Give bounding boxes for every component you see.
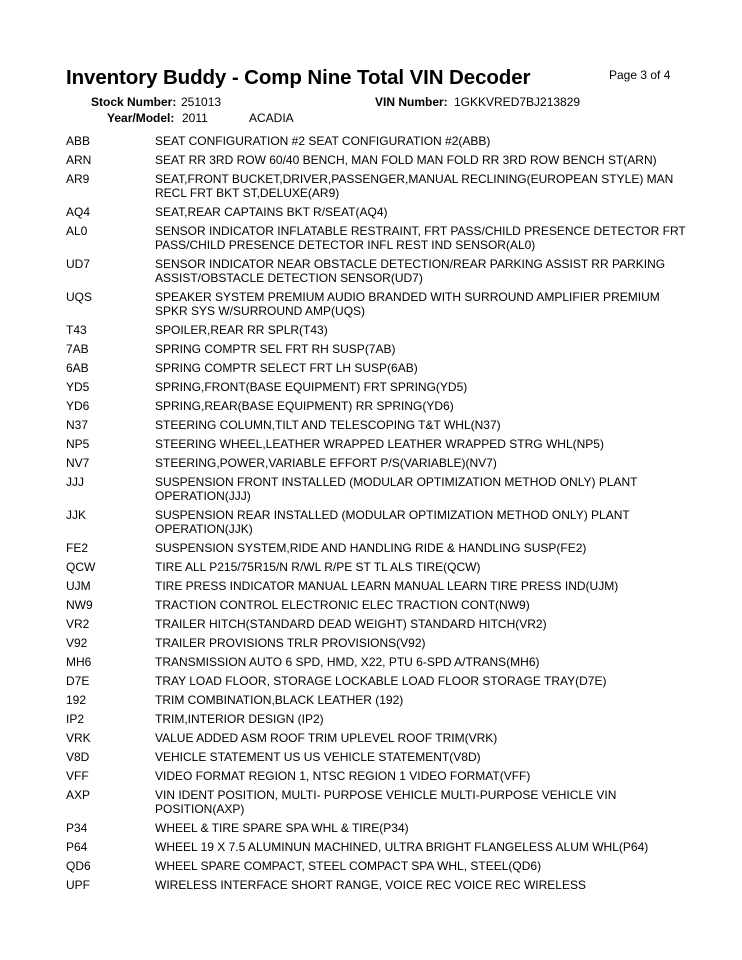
option-description: VIDEO FORMAT REGION 1, NTSC REGION 1 VIDEO FORMAT(VFF) (155, 769, 531, 783)
vin-number (375, 95, 581, 109)
option-row (66, 437, 686, 451)
option-code: V8D (66, 750, 90, 764)
option-code: 7AB (66, 342, 89, 356)
option-code: P34 (66, 821, 88, 835)
option-code: UJM (66, 579, 91, 593)
option-code: JJK (66, 508, 87, 522)
option-description: SUSPENSION FRONT INSTALLED (MODULAR OPTIMIZATION METHOD ONLY) PLANT OPERATION(JJJ) (155, 475, 638, 503)
option-description: TRANSMISSION AUTO 6 SPD, HMD, X22, PTU 6-SPD A/TRANS(MH6) (155, 655, 540, 669)
option-description: TRAILER HITCH(STANDARD DEAD WEIGHT) STANDARD HITCH(VR2) (155, 617, 547, 631)
option-row (66, 399, 686, 413)
option-row (66, 598, 686, 612)
option-code: AL0 (66, 224, 88, 238)
option-row (66, 257, 686, 285)
option-description: SEAT,REAR CAPTAINS BKT R/SEAT(AQ4) (155, 205, 388, 219)
vin-number-label: VIN Number: (375, 95, 448, 109)
option-row (66, 579, 686, 593)
option-row (66, 134, 686, 148)
option-code: AR9 (66, 172, 90, 186)
option-description: VIN IDENT POSITION, MULTI- PURPOSE VEHICLE MULTI-PURPOSE VEHICLE VIN POSITION(AXP) (155, 788, 617, 816)
option-description: TRIM COMBINATION,BLACK LEATHER (192) (155, 693, 404, 707)
option-row (66, 693, 686, 707)
option-row (66, 172, 686, 200)
option-description: WHEEL & TIRE SPARE SPA WHL & TIRE(P34) (155, 821, 409, 835)
option-description: SENSOR INDICATOR INFLATABLE RESTRAINT, FRT PASS/CHILD PRESENCE DETECTOR FRT PASS/CHILD PRESENCE DETECTOR INFL REST IND SENSOR(AL0) (155, 224, 686, 252)
option-row (66, 788, 686, 816)
option-code: JJJ (66, 475, 84, 489)
option-code: FE2 (66, 541, 89, 555)
option-description: TRAY LOAD FLOOR, STORAGE LOCKABLE LOAD FLOOR STORAGE TRAY(D7E) (155, 674, 607, 688)
page-number: Page 3 of 4 (609, 68, 671, 82)
option-row (66, 712, 686, 726)
option-row (66, 636, 686, 650)
option-code: 6AB (66, 361, 89, 375)
option-description: STEERING WHEEL,LEATHER WRAPPED LEATHER WRAPPED STRG WHL(NP5) (155, 437, 604, 451)
year-model (107, 111, 208, 125)
option-code: AQ4 (66, 205, 91, 219)
option-row (66, 655, 686, 669)
option-row (66, 361, 686, 375)
option-row (66, 323, 686, 337)
option-row (66, 674, 686, 688)
option-row (66, 821, 686, 835)
option-description: TIRE PRESS INDICATOR MANUAL LEARN MANUAL LEARN TIRE PRESS IND(UJM) (155, 579, 619, 593)
option-code-list (66, 134, 686, 897)
option-description: WHEEL SPARE COMPACT, STEEL COMPACT SPA WHL, STEEL(QD6) (155, 859, 542, 873)
option-code: UD7 (66, 257, 91, 271)
option-row (66, 475, 686, 503)
option-row (66, 617, 686, 631)
option-code: VFF (66, 769, 89, 783)
option-description: VEHICLE STATEMENT US US VEHICLE STATEMENT(V8D) (155, 750, 481, 764)
option-row (66, 878, 686, 892)
option-code: UPF (66, 878, 90, 892)
option-code: NP5 (66, 437, 90, 451)
option-row (66, 224, 686, 252)
option-row (66, 750, 686, 764)
option-code: V92 (66, 636, 88, 650)
vin-number-value: 1GKKVRED7BJ213829 (454, 95, 581, 109)
stock-number (91, 95, 222, 109)
option-row (66, 456, 686, 470)
option-description: SEAT CONFIGURATION #2 SEAT CONFIGURATION #2(ABB) (155, 134, 491, 148)
option-description: SPEAKER SYSTEM PREMIUM AUDIO BRANDED WITH SURROUND AMPLIFIER PREMIUM SPKR SYS W/SURROUND AMP(UQS) (155, 290, 660, 318)
year-model-label: Year/Model: (107, 111, 175, 125)
option-code: T43 (66, 323, 87, 337)
option-row (66, 290, 686, 318)
option-row (66, 418, 686, 432)
option-row (66, 541, 686, 555)
option-code: IP2 (66, 712, 85, 726)
option-description: TRACTION CONTROL ELECTRONIC ELEC TRACTION CONT(NW9) (155, 598, 530, 612)
option-description: SPRING COMPTR SEL FRT RH SUSP(7AB) (155, 342, 396, 356)
option-row (66, 859, 686, 873)
option-code: UQS (66, 290, 93, 304)
option-description: TRIM,INTERIOR DESIGN (IP2) (155, 712, 324, 726)
option-code: 192 (66, 693, 87, 707)
option-code: VR2 (66, 617, 90, 631)
option-row (66, 342, 686, 356)
option-description: SUSPENSION SYSTEM,RIDE AND HANDLING RIDE & HANDLING SUSP(FE2) (155, 541, 587, 555)
option-code: MH6 (66, 655, 92, 669)
option-row (66, 205, 686, 219)
option-description: SPOILER,REAR RR SPLR(T43) (155, 323, 328, 337)
option-description: SEAT,FRONT BUCKET,DRIVER,PASSENGER,MANUAL RECLINING(EUROPEAN STYLE) MAN RECL FRT BKT ST,DELUXE(AR9) (155, 172, 674, 200)
option-code: AXP (66, 788, 91, 802)
option-code: ABB (66, 134, 91, 148)
model-value: ACADIA (249, 111, 294, 125)
year-value: 2011 (182, 111, 208, 125)
option-description: SPRING COMPTR SELECT FRT LH SUSP(6AB) (155, 361, 418, 375)
option-code: ARN (66, 153, 92, 167)
option-code: YD6 (66, 399, 90, 413)
document-title: Inventory Buddy - Comp Nine Total VIN Decoder (66, 66, 531, 89)
stock-number-label: Stock Number: (91, 95, 177, 109)
option-row (66, 731, 686, 745)
option-code: NW9 (66, 598, 93, 612)
option-description: SPRING,FRONT(BASE EQUIPMENT) FRT SPRING(YD5) (155, 380, 468, 394)
option-description: STEERING,POWER,VARIABLE EFFORT P/S(VARIABLE)(NV7) (155, 456, 497, 470)
option-row (66, 840, 686, 854)
option-row (66, 769, 686, 783)
option-code: D7E (66, 674, 90, 688)
option-code: P64 (66, 840, 88, 854)
option-code: NV7 (66, 456, 90, 470)
option-description: STEERING COLUMN,TILT AND TELESCOPING T&T WHL(N37) (155, 418, 501, 432)
option-code: QCW (66, 560, 96, 574)
option-code: QD6 (66, 859, 91, 873)
option-description: SEAT RR 3RD ROW 60/40 BENCH, MAN FOLD MAN FOLD RR 3RD ROW BENCH ST(ARN) (155, 153, 657, 167)
option-description: WIRELESS INTERFACE SHORT RANGE, VOICE REC VOICE REC WIRELESS (155, 878, 586, 892)
option-code: VRK (66, 731, 91, 745)
option-description: VALUE ADDED ASM ROOF TRIM UPLEVEL ROOF TRIM(VRK) (155, 731, 498, 745)
option-description: SUSPENSION REAR INSTALLED (MODULAR OPTIMIZATION METHOD ONLY) PLANT OPERATION(JJK) (155, 508, 630, 536)
option-description: WHEEL 19 X 7.5 ALUMINUN MACHINED, ULTRA BRIGHT FLANGELESS ALUM WHL(P64) (155, 840, 649, 854)
option-row (66, 508, 686, 536)
stock-number-value: 251013 (181, 95, 222, 109)
option-row (66, 380, 686, 394)
option-description: TIRE ALL P215/75R15/N R/WL R/PE ST TL ALS TIRE(QCW) (155, 560, 481, 574)
option-code: YD5 (66, 380, 90, 394)
option-description: TRAILER PROVISIONS TRLR PROVISIONS(V92) (155, 636, 426, 650)
option-description: SPRING,REAR(BASE EQUIPMENT) RR SPRING(YD6) (155, 399, 454, 413)
option-code: N37 (66, 418, 89, 432)
option-description: SENSOR INDICATOR NEAR OBSTACLE DETECTION/REAR PARKING ASSIST RR PARKING ASSIST/OBSTACLE DETECTION SENSOR(UD7) (155, 257, 666, 285)
option-row (66, 560, 686, 574)
option-row (66, 153, 686, 167)
